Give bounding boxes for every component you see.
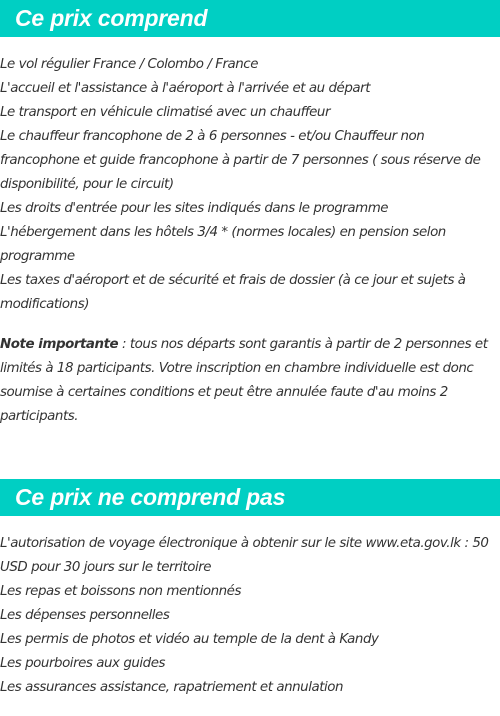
section-title-includes: Ce prix comprend — [15, 5, 208, 31]
includes-list — [0, 53, 500, 317]
list-item: Le chauffeur francophone de 2 à 6 personnes - et/ou Chauffeur non francophone et guide francophone à partir de 7 personnes ( sous réserve de disponibilité, pour le circuit) — [0, 129, 481, 192]
list-item: Les dépenses personnelles — [0, 608, 170, 623]
important-note — [0, 333, 500, 429]
list-item: Les droits d'entrée pour les sites indiqués dans le programme — [0, 201, 389, 216]
list-item: Le vol régulier France / Colombo / France — [0, 57, 259, 72]
list-item: Les pourboires aux guides — [0, 656, 166, 671]
list-item: Le transport en véhicule climatisé avec un chauffeur — [0, 105, 331, 120]
list-item: Les repas et boissons non mentionnés — [0, 584, 241, 599]
list-item: L'accueil et l'assistance à l'aéroport à l'arrivée et au départ — [0, 81, 371, 96]
list-item: Les assurances assistance, rapatriement et annulation — [0, 680, 344, 695]
list-item: L'autorisation de voyage électronique à obtenir sur le site www.eta.gov.lk : 50 USD pour 30 jours sur le territoire — [0, 536, 489, 575]
section-header-excludes — [0, 479, 500, 516]
note-label: Note importante — [0, 337, 119, 352]
section-header-includes — [0, 0, 500, 37]
section-title-excludes: Ce prix ne comprend pas — [15, 484, 286, 510]
list-item: Les permis de photos et vidéo au temple de la dent à Kandy — [0, 632, 379, 647]
list-item: L'hébergement dans les hôtels 3/4 * (normes locales) en pension selon programme — [0, 225, 446, 264]
note-text: : tous nos départs sont garantis à partir de 2 personnes et limités à 18 participants. Votre inscription en chambre individuelle est donc soumise à certaines conditions et peut être annulée faute d'au moins 2 participants. — [0, 337, 488, 424]
excludes-list — [0, 532, 500, 700]
list-item: Les taxes d'aéroport et de sécurité et frais de dossier (à ce jour et sujets à modifications) — [0, 273, 466, 312]
